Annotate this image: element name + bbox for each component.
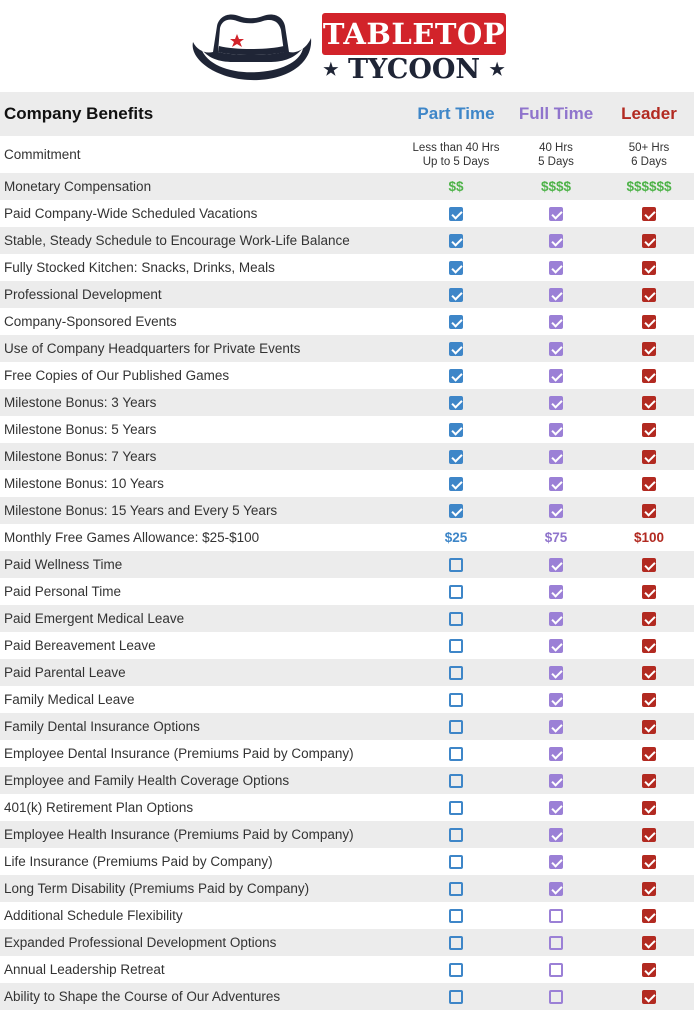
row-label: Paid Emergent Medical Leave — [0, 605, 404, 632]
checked-box-icon — [549, 585, 563, 599]
table-row — [0, 470, 694, 497]
commitment-part-time-hours: Less than 40 Hrs — [412, 141, 500, 154]
header-leader: Leader — [604, 92, 694, 136]
benefit-ld-cell — [604, 578, 694, 605]
checked-box-icon — [449, 315, 463, 329]
benefit-ft-cell — [508, 740, 604, 767]
checked-box-icon — [642, 936, 656, 950]
row-label: Employee Dental Insurance (Premiums Paid by Company) — [0, 740, 404, 767]
benefit-pt-cell — [404, 659, 508, 686]
checked-box-icon — [642, 234, 656, 248]
empty-checkbox-icon — [449, 612, 463, 626]
row-label: Employee Health Insurance (Premiums Paid by Company) — [0, 821, 404, 848]
checked-box-icon — [642, 315, 656, 329]
empty-checkbox-icon — [449, 909, 463, 923]
checked-box-icon — [549, 666, 563, 680]
checked-box-icon — [549, 234, 563, 248]
table-row — [0, 767, 694, 794]
table-row — [0, 200, 694, 227]
benefit-ft-cell — [508, 227, 604, 254]
benefit-ld-cell — [604, 335, 694, 362]
table-row — [0, 686, 694, 713]
checked-box-icon — [642, 288, 656, 302]
row-label: Commitment — [0, 136, 404, 173]
row-label: Long Term Disability (Premiums Paid by Company) — [0, 875, 404, 902]
allowance-full-time: $75 — [508, 524, 604, 551]
checked-box-icon — [449, 504, 463, 518]
benefit-ft-cell — [508, 605, 604, 632]
benefit-ft-cell — [508, 902, 604, 929]
benefit-ld-cell — [604, 497, 694, 524]
checked-box-icon — [642, 990, 656, 1004]
table-row — [0, 983, 694, 1010]
benefit-ld-cell — [604, 200, 694, 227]
table-header-row — [0, 92, 694, 136]
benefit-pt-cell — [404, 416, 508, 443]
checked-box-icon — [549, 369, 563, 383]
row-label: Milestone Bonus: 10 Years — [0, 470, 404, 497]
table-row — [0, 308, 694, 335]
benefit-pt-cell — [404, 281, 508, 308]
checked-box-icon — [642, 558, 656, 572]
benefit-pt-cell — [404, 605, 508, 632]
checked-box-icon — [642, 666, 656, 680]
checked-box-icon — [449, 342, 463, 356]
checked-box-icon — [642, 855, 656, 869]
benefit-ft-cell — [508, 983, 604, 1010]
row-label: Employee and Family Health Coverage Options — [0, 767, 404, 794]
benefit-ft-cell — [508, 443, 604, 470]
benefit-pt-cell — [404, 254, 508, 281]
benefit-pt-cell — [404, 497, 508, 524]
brand-line-2-text: TYCOON — [347, 54, 481, 85]
commitment-part-time — [404, 136, 508, 173]
table-row — [0, 848, 694, 875]
checked-box-icon — [449, 261, 463, 275]
table-row — [0, 740, 694, 767]
checked-box-icon — [642, 909, 656, 923]
benefit-pt-cell — [404, 578, 508, 605]
row-label: Free Copies of Our Published Games — [0, 362, 404, 389]
empty-checkbox-icon — [449, 639, 463, 653]
benefit-ld-cell — [604, 875, 694, 902]
table-row — [0, 389, 694, 416]
checked-box-icon — [642, 450, 656, 464]
row-label: Paid Company-Wide Scheduled Vacations — [0, 200, 404, 227]
header-company-benefits: Company Benefits — [0, 92, 404, 136]
checked-box-icon — [449, 288, 463, 302]
benefit-ld-cell — [604, 389, 694, 416]
benefit-ld-cell — [604, 740, 694, 767]
row-label: Stable, Steady Schedule to Encourage Work-Life Balance — [0, 227, 404, 254]
checked-box-icon — [449, 234, 463, 248]
checked-box-icon — [449, 207, 463, 221]
empty-checkbox-icon — [449, 666, 463, 680]
table-row — [0, 713, 694, 740]
benefit-ld-cell — [604, 362, 694, 389]
benefit-ft-cell — [508, 470, 604, 497]
cowboy-hat-icon — [189, 8, 315, 84]
table-row — [0, 632, 694, 659]
benefit-ft-cell — [508, 308, 604, 335]
checked-box-icon — [549, 207, 563, 221]
empty-checkbox-icon — [449, 747, 463, 761]
benefit-ld-cell — [604, 443, 694, 470]
benefit-ft-cell — [508, 659, 604, 686]
row-label: Use of Company Headquarters for Private Events — [0, 335, 404, 362]
commitment-full-time-hours: 40 Hrs — [539, 141, 573, 154]
benefit-ft-cell — [508, 713, 604, 740]
empty-checkbox-icon — [449, 963, 463, 977]
checked-box-icon — [449, 423, 463, 437]
row-label: Family Medical Leave — [0, 686, 404, 713]
benefit-ld-cell — [604, 470, 694, 497]
empty-checkbox-icon — [449, 585, 463, 599]
benefit-pt-cell — [404, 227, 508, 254]
empty-checkbox-icon — [449, 828, 463, 842]
row-label: Expanded Professional Development Options — [0, 929, 404, 956]
table-row — [0, 875, 694, 902]
benefit-pt-cell — [404, 389, 508, 416]
checked-box-icon — [549, 828, 563, 842]
benefit-ft-cell — [508, 875, 604, 902]
logo — [0, 0, 694, 92]
compensation-part-time: $$ — [404, 173, 508, 200]
table-row — [0, 551, 694, 578]
empty-checkbox-icon — [449, 558, 463, 572]
checked-box-icon — [642, 693, 656, 707]
benefit-ft-cell — [508, 956, 604, 983]
benefit-pt-cell — [404, 848, 508, 875]
empty-checkbox-icon — [449, 855, 463, 869]
empty-checkbox-icon — [449, 936, 463, 950]
benefit-ld-cell — [604, 794, 694, 821]
row-label: Monthly Free Games Allowance: $25-$100 — [0, 524, 404, 551]
row-label: Milestone Bonus: 15 Years and Every 5 Years — [0, 497, 404, 524]
commitment-part-time-days: Up to 5 Days — [422, 155, 490, 168]
benefit-pt-cell — [404, 740, 508, 767]
brand-line-1: TABLETOP — [322, 13, 506, 55]
benefit-pt-cell — [404, 200, 508, 227]
benefit-ft-cell — [508, 632, 604, 659]
header-full-time: Full Time — [508, 92, 604, 136]
checked-box-icon — [642, 261, 656, 275]
benefit-ft-cell — [508, 686, 604, 713]
row-label: Professional Development — [0, 281, 404, 308]
table-row — [0, 929, 694, 956]
empty-checkbox-icon — [449, 990, 463, 1004]
benefit-pt-cell — [404, 902, 508, 929]
benefit-ld-cell — [604, 308, 694, 335]
checked-box-icon — [642, 504, 656, 518]
table-row — [0, 281, 694, 308]
table-row — [0, 443, 694, 470]
benefit-ft-cell — [508, 200, 604, 227]
checked-box-icon — [549, 450, 563, 464]
checked-box-icon — [549, 477, 563, 491]
star-icon: ★ — [323, 60, 339, 80]
benefit-pt-cell — [404, 632, 508, 659]
commitment-row — [0, 136, 694, 173]
empty-checkbox-icon — [549, 909, 563, 923]
benefit-ft-cell — [508, 416, 604, 443]
empty-checkbox-icon — [549, 990, 563, 1004]
benefit-ld-cell — [604, 416, 694, 443]
compensation-full-time: $$$$ — [508, 173, 604, 200]
benefit-ft-cell — [508, 389, 604, 416]
benefit-pt-cell — [404, 686, 508, 713]
checked-box-icon — [549, 855, 563, 869]
table-row — [0, 335, 694, 362]
checked-box-icon — [549, 639, 563, 653]
checked-box-icon — [642, 396, 656, 410]
table-row — [0, 956, 694, 983]
table-row — [0, 821, 694, 848]
row-label: Life Insurance (Premiums Paid by Company) — [0, 848, 404, 875]
checked-box-icon — [549, 315, 563, 329]
allowance-part-time: $25 — [404, 524, 508, 551]
row-label: Milestone Bonus: 5 Years — [0, 416, 404, 443]
benefit-ft-cell — [508, 497, 604, 524]
header-part-time: Part Time — [404, 92, 508, 136]
star-icon: ★ — [489, 60, 505, 80]
compensation-leader: $$$$$$ — [604, 173, 694, 200]
row-label: Ability to Shape the Course of Our Adventures — [0, 983, 404, 1010]
table-row — [0, 794, 694, 821]
allowance-row — [0, 524, 694, 551]
benefit-ft-cell — [508, 929, 604, 956]
row-label: Milestone Bonus: 3 Years — [0, 389, 404, 416]
benefit-pt-cell — [404, 308, 508, 335]
benefit-pt-cell — [404, 713, 508, 740]
benefit-pt-cell — [404, 443, 508, 470]
checked-box-icon — [549, 882, 563, 896]
benefit-pt-cell — [404, 551, 508, 578]
row-label: Milestone Bonus: 7 Years — [0, 443, 404, 470]
checked-box-icon — [549, 504, 563, 518]
checked-box-icon — [642, 720, 656, 734]
row-label: Paid Parental Leave — [0, 659, 404, 686]
checked-box-icon — [642, 828, 656, 842]
checked-box-icon — [449, 450, 463, 464]
checked-box-icon — [642, 477, 656, 491]
checked-box-icon — [549, 423, 563, 437]
benefit-ft-cell — [508, 794, 604, 821]
checked-box-icon — [549, 342, 563, 356]
benefit-pt-cell — [404, 875, 508, 902]
benefit-pt-cell — [404, 983, 508, 1010]
checked-box-icon — [449, 477, 463, 491]
checked-box-icon — [642, 612, 656, 626]
empty-checkbox-icon — [549, 963, 563, 977]
benefit-pt-cell — [404, 767, 508, 794]
checked-box-icon — [549, 693, 563, 707]
benefit-ld-cell — [604, 713, 694, 740]
checked-box-icon — [549, 558, 563, 572]
row-label: Paid Bereavement Leave — [0, 632, 404, 659]
checked-box-icon — [549, 288, 563, 302]
table-row — [0, 497, 694, 524]
benefit-ld-cell — [604, 605, 694, 632]
benefit-ft-cell — [508, 254, 604, 281]
checked-box-icon — [549, 801, 563, 815]
benefit-ft-cell — [508, 551, 604, 578]
benefit-pt-cell — [404, 794, 508, 821]
benefit-pt-cell — [404, 362, 508, 389]
benefit-ft-cell — [508, 848, 604, 875]
table-row — [0, 416, 694, 443]
checked-box-icon — [642, 207, 656, 221]
benefit-ld-cell — [604, 929, 694, 956]
benefit-pt-cell — [404, 956, 508, 983]
benefit-ld-cell — [604, 902, 694, 929]
benefit-ft-cell — [508, 335, 604, 362]
benefit-ft-cell — [508, 767, 604, 794]
checked-box-icon — [642, 882, 656, 896]
commitment-leader — [604, 136, 694, 173]
benefit-ld-cell — [604, 632, 694, 659]
row-label: Additional Schedule Flexibility — [0, 902, 404, 929]
benefit-ft-cell — [508, 578, 604, 605]
empty-checkbox-icon — [449, 882, 463, 896]
table-row — [0, 605, 694, 632]
row-label: Company-Sponsored Events — [0, 308, 404, 335]
brand-line-2 — [322, 55, 506, 85]
checked-box-icon — [642, 747, 656, 761]
allowance-leader: $100 — [604, 524, 694, 551]
benefit-pt-cell — [404, 335, 508, 362]
checked-box-icon — [549, 747, 563, 761]
benefits-table — [0, 92, 694, 1010]
checked-box-icon — [549, 774, 563, 788]
table-row — [0, 578, 694, 605]
benefit-ld-cell — [604, 983, 694, 1010]
checked-box-icon — [642, 342, 656, 356]
row-label: Fully Stocked Kitchen: Snacks, Drinks, Meals — [0, 254, 404, 281]
checked-box-icon — [549, 396, 563, 410]
benefit-ld-cell — [604, 767, 694, 794]
row-label: 401(k) Retirement Plan Options — [0, 794, 404, 821]
empty-checkbox-icon — [549, 936, 563, 950]
benefit-pt-cell — [404, 470, 508, 497]
empty-checkbox-icon — [449, 720, 463, 734]
row-label: Annual Leadership Retreat — [0, 956, 404, 983]
checked-box-icon — [549, 720, 563, 734]
benefit-ld-cell — [604, 956, 694, 983]
benefit-ld-cell — [604, 848, 694, 875]
checked-box-icon — [642, 963, 656, 977]
empty-checkbox-icon — [449, 774, 463, 788]
benefit-ld-cell — [604, 281, 694, 308]
compensation-row — [0, 173, 694, 200]
row-label: Monetary Compensation — [0, 173, 404, 200]
checked-box-icon — [549, 261, 563, 275]
benefit-ld-cell — [604, 254, 694, 281]
table-row — [0, 659, 694, 686]
table-row — [0, 254, 694, 281]
table-row — [0, 227, 694, 254]
commitment-full-time — [508, 136, 604, 173]
checked-box-icon — [449, 369, 463, 383]
checked-box-icon — [449, 396, 463, 410]
row-label: Paid Personal Time — [0, 578, 404, 605]
empty-checkbox-icon — [449, 693, 463, 707]
table-row — [0, 902, 694, 929]
checked-box-icon — [642, 423, 656, 437]
benefit-ft-cell — [508, 362, 604, 389]
checked-box-icon — [642, 639, 656, 653]
benefit-pt-cell — [404, 821, 508, 848]
benefit-ld-cell — [604, 686, 694, 713]
row-label: Family Dental Insurance Options — [0, 713, 404, 740]
checked-box-icon — [642, 585, 656, 599]
benefit-pt-cell — [404, 929, 508, 956]
benefit-ld-cell — [604, 821, 694, 848]
benefit-ld-cell — [604, 659, 694, 686]
table-row — [0, 362, 694, 389]
checked-box-icon — [642, 774, 656, 788]
commitment-full-time-days: 5 Days — [538, 155, 574, 168]
commitment-leader-hours: 50+ Hrs — [628, 141, 670, 154]
checked-box-icon — [549, 612, 563, 626]
checked-box-icon — [642, 369, 656, 383]
commitment-leader-days: 6 Days — [631, 155, 667, 168]
benefit-ft-cell — [508, 821, 604, 848]
checked-box-icon — [642, 801, 656, 815]
benefit-ft-cell — [508, 281, 604, 308]
row-label: Paid Wellness Time — [0, 551, 404, 578]
empty-checkbox-icon — [449, 801, 463, 815]
benefit-ld-cell — [604, 551, 694, 578]
benefit-ld-cell — [604, 227, 694, 254]
